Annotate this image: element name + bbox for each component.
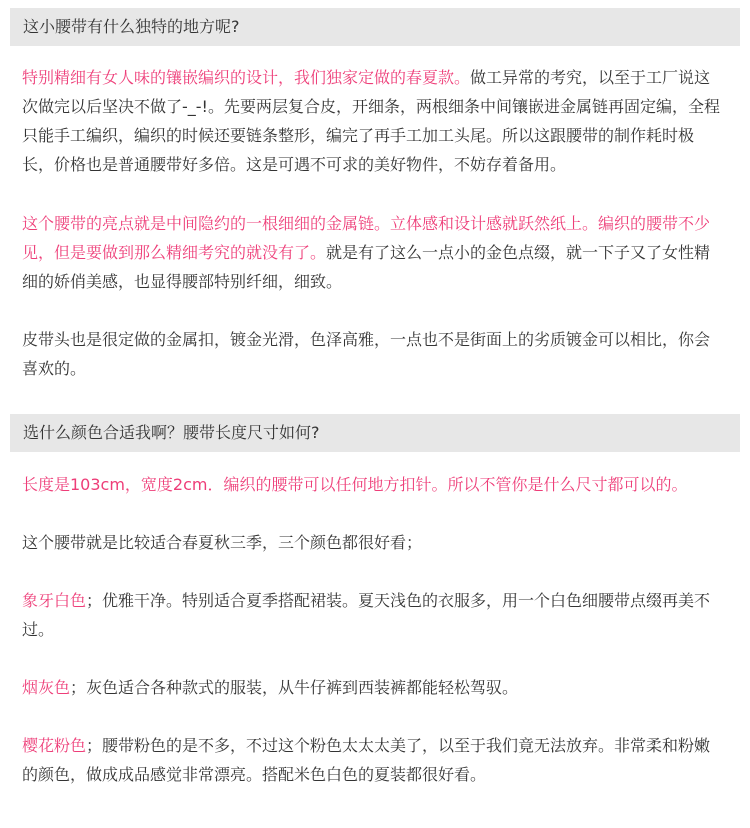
highlight-chain: 这个腰带的亮点就是中间隐约的一根细细的金属链。立体感和设计感就跃然纸上。编织的腰带不少见，但是要做到那么精细考究的就没有了。 — [22, 214, 711, 262]
section-header-colors-text: 选什么颜色合适我啊？腰带长度尺寸如何? — [23, 423, 320, 442]
text-pink: ；腰带粉色的是不多，不过这个粉色太太太美了，以至于我们竟无法放弃。非常柔和粉嫩的颜色，做成成品感觉非常漂亮。搭配米色白色的夏装都很好看。 — [22, 736, 711, 784]
text-ivory: ；优雅干净。特别适合夏季搭配裙装。夏天浅色的衣服多，用一个白色细腰带点缀再美不过。 — [22, 591, 711, 639]
color-label-gray: 烟灰色 — [22, 678, 71, 697]
paragraph-highlight-chain — [22, 209, 722, 296]
paragraph-gray — [22, 673, 722, 702]
paragraph-size — [22, 470, 722, 499]
text-seasons: 这个腰带就是比较适合春夏秋三季，三个颜色都很好看； — [22, 533, 423, 552]
text-buckle: 皮带头也是很定做的金属扣，镀金光滑，色泽高雅，一点也不是街面上的劣质镀金可以相比，你会喜欢的。 — [22, 330, 711, 378]
paragraph-ivory — [22, 586, 722, 644]
section-header-features — [10, 8, 740, 46]
paragraph-pink — [22, 731, 722, 789]
section-header-features-text: 这小腰带有什么独特的地方呢? — [23, 17, 240, 36]
paragraph-buckle — [22, 325, 722, 383]
text-design: 做工异常的考究，以至于工厂说这次做完以后坚决不做了-_-!。先要两层复合皮，开细条，两根细条中间镶嵌进金属链再固定编，全程只能手工编织，编织的时候还要链条整形，编完了再手工加工头尾。所以这跟腰带的制作耗时极长，价格也是普通腰带好多倍。这是可遇不可求的美好物件，不妨存着备用。 — [22, 68, 720, 174]
text-gray: ；灰色适合各种款式的服装，从牛仔裤到西装裤都能轻松驾驭。 — [70, 678, 519, 697]
section-header-colors — [10, 414, 740, 452]
text-chain: 就是有了这么一点小的金色点缀，就一下子又了女性精细的娇俏美感，也显得腰部特别纤细，细致。 — [22, 243, 711, 291]
highlight-design: 特别精细有女人味的镶嵌编织的设计，我们独家定做的春夏款。 — [22, 68, 471, 87]
color-label-pink: 樱花粉色 — [22, 736, 87, 755]
paragraph-seasons — [22, 528, 722, 557]
paragraph-design — [22, 63, 722, 179]
color-label-ivory: 象牙白色 — [22, 591, 87, 610]
highlight-size: 长度是103cm，宽度2cm．编织的腰带可以任何地方扣针。所以不管你是什么尺寸都可以的。 — [22, 475, 688, 494]
